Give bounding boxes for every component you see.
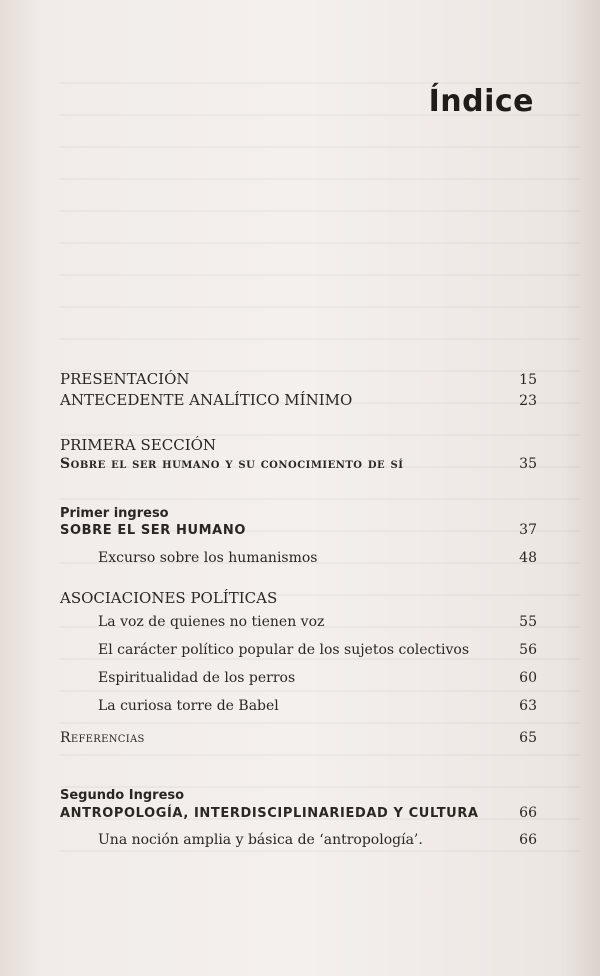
toc-entry-label: Referencias: [60, 730, 145, 746]
toc-entry-page: 56: [519, 642, 537, 658]
toc-entry-label: PRESENTACIÓN: [60, 370, 190, 388]
toc-entry-label: Espiritualidad de los perros: [98, 670, 296, 686]
toc-entry: [60, 730, 537, 746]
toc-entry-label: ANTECEDENTE ANALÍTICO MÍNIMO: [60, 391, 353, 409]
toc-entry-label: La curiosa torre de Babel: [98, 698, 279, 714]
toc-entry-page: 48: [519, 550, 537, 566]
toc-entry: [60, 370, 537, 388]
subsection-heading: Segundo Ingreso: [60, 788, 185, 803]
toc-entry-page: 60: [519, 670, 537, 686]
subsection-heading: Primer ingreso: [60, 506, 169, 521]
section-heading: [60, 436, 537, 454]
toc-entry-label: Excurso sobre los humanismos: [98, 550, 318, 566]
toc-entry-label: Sobre el ser humano y su conocimiento de sí: [60, 456, 404, 472]
toc-entry: [98, 550, 537, 566]
toc-entry: [60, 805, 537, 821]
toc-entry-page: 55: [519, 614, 537, 630]
section-heading-label: PRIMERA SECCIÓN: [60, 436, 217, 454]
toc-entry: [60, 391, 537, 409]
page-title: Índice: [428, 84, 534, 119]
toc-entry-label: Una noción amplia y básica de ‘antropología’.: [98, 832, 423, 848]
toc-entry-page: 23: [519, 393, 537, 409]
toc-entry-label: ANTROPOLOGÍA, INTERDISCIPLINARIEDAD Y CULTURA: [60, 806, 479, 821]
toc-entry: [98, 832, 537, 848]
toc-entry-page: 63: [519, 698, 537, 714]
toc-entry-page: 66: [519, 805, 537, 821]
toc-entry: [98, 614, 537, 630]
toc-entry: [98, 642, 537, 658]
section-heading-label: ASOCIACIONES POLÍTICAS: [60, 589, 278, 607]
toc-entry: [98, 698, 537, 714]
toc-entry-page: 65: [519, 730, 537, 746]
toc-entry-page: 66: [519, 832, 537, 848]
toc-entry-page: 35: [519, 456, 537, 472]
toc-entry: [98, 670, 537, 686]
toc-entry-label: SOBRE EL SER HUMANO: [60, 523, 246, 538]
toc-entry: [60, 522, 537, 538]
section-heading: [60, 589, 537, 607]
toc-entry-label: La voz de quienes no tienen voz: [98, 614, 325, 630]
toc-entry: [60, 456, 537, 472]
toc-entry-page: 15: [519, 372, 537, 388]
toc-entry-page: 37: [519, 522, 537, 538]
toc-entry-label: El carácter político popular de los sujetos colectivos: [98, 642, 470, 658]
